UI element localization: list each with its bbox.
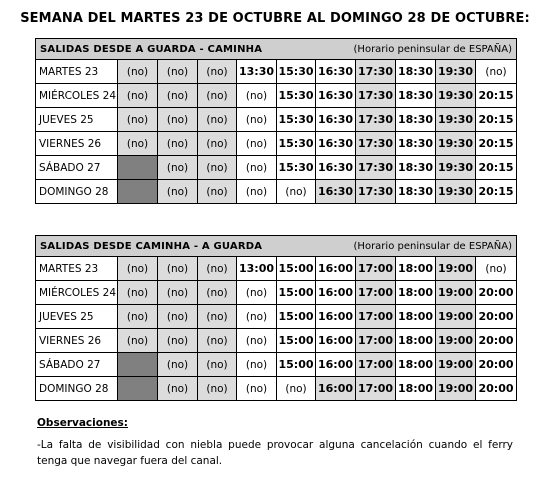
time-cell: (no) [198,156,237,180]
time-cell: 20:00 [476,305,517,329]
time-cell: 20:15 [476,180,517,204]
time-cell: 20:00 [476,329,517,353]
time-cell: 16:30 [316,132,356,156]
time-cell: 13:00 [237,257,277,281]
time-cell: (no) [198,329,237,353]
time-cell: 17:00 [356,281,396,305]
time-cell: (no) [158,180,198,204]
time-cell: 20:15 [476,84,517,108]
time-cell: (no) [237,108,277,132]
time-cell: (no) [237,180,277,204]
day-cell: VIERNES 26 [36,132,118,156]
day-cell: MIÉRCOLES 24 [36,84,118,108]
time-cell: 16:00 [316,281,356,305]
time-cell: (no) [158,156,198,180]
time-cell: (no) [118,305,158,329]
time-cell: (no) [237,84,277,108]
time-cell: (no) [158,257,198,281]
time-cell: 17:30 [356,156,396,180]
time-cell: 16:30 [316,60,356,84]
time-cell: 17:30 [356,108,396,132]
time-cell: (no) [118,257,158,281]
time-cell: 19:00 [436,353,476,377]
table-row [36,377,517,401]
table-heading [36,39,517,60]
time-cell: 18:30 [396,132,436,156]
time-cell: 18:00 [396,281,436,305]
table-row [36,329,517,353]
time-cell: 17:30 [356,60,396,84]
unavailable-cell [118,353,158,377]
table-row [36,108,517,132]
time-cell: 18:30 [396,156,436,180]
time-cell: 15:30 [277,84,316,108]
time-cell: (no) [198,60,237,84]
table-row [36,281,517,305]
route-title: SALIDAS DESDE CAMINHA - A GUARDA [40,240,263,252]
table-row [36,353,517,377]
timezone-note: (Horario peninsular de ESPAÑA) [353,43,512,55]
time-cell: 19:30 [436,60,476,84]
time-cell: (no) [237,281,277,305]
time-cell: (no) [118,329,158,353]
time-cell: 16:30 [316,84,356,108]
time-cell: 15:30 [277,132,316,156]
schedule-table-caminha-guarda [35,235,517,401]
observations-text: -La falta de visibilidad con niebla puede provocar alguna cancelación cuando el ferry tenga que navegar fuera del canal. [37,439,513,467]
time-cell: (no) [158,84,198,108]
time-cell: (no) [198,132,237,156]
time-cell: 16:00 [316,377,356,401]
day-cell: SÁBADO 27 [36,156,118,180]
time-cell: 16:30 [316,156,356,180]
time-cell: 15:30 [277,60,316,84]
time-cell: (no) [237,329,277,353]
day-cell: DOMINGO 28 [36,377,118,401]
time-cell: 20:00 [476,281,517,305]
time-cell: (no) [158,305,198,329]
time-cell: 18:30 [396,108,436,132]
time-cell: (no) [158,132,198,156]
time-cell: (no) [476,60,517,84]
day-cell: MARTES 23 [36,257,118,281]
day-cell: MIÉRCOLES 24 [36,281,118,305]
time-cell: (no) [118,132,158,156]
table-row [36,180,517,204]
time-cell: 17:30 [356,84,396,108]
day-cell: JUEVES 25 [36,108,118,132]
time-cell: (no) [198,377,237,401]
time-cell: 16:30 [316,180,356,204]
time-cell: 18:30 [396,60,436,84]
table-heading [36,236,517,257]
time-cell: (no) [118,108,158,132]
table-row [36,156,517,180]
time-cell: 18:00 [396,305,436,329]
table-row [36,257,517,281]
time-cell: 16:30 [316,108,356,132]
time-cell: 17:00 [356,257,396,281]
unavailable-cell [118,377,158,401]
time-cell: 15:30 [277,156,316,180]
time-cell: (no) [118,281,158,305]
table-header-row [36,39,517,60]
time-cell: 16:00 [316,353,356,377]
time-cell: 13:30 [237,60,277,84]
page-title: SEMANA DEL MARTES 23 DE OCTUBRE AL DOMINGO 28 DE OCTUBRE: [20,11,530,26]
time-cell: 19:00 [436,305,476,329]
time-cell: 15:00 [277,305,316,329]
time-cell: 20:15 [476,156,517,180]
time-cell: (no) [158,281,198,305]
time-cell: (no) [237,377,277,401]
unavailable-cell [118,180,158,204]
time-cell: (no) [277,180,316,204]
time-cell: (no) [198,281,237,305]
time-cell: (no) [237,132,277,156]
day-cell: DOMINGO 28 [36,180,118,204]
time-cell: 18:30 [396,180,436,204]
time-cell: 15:00 [277,281,316,305]
time-cell: 19:30 [436,180,476,204]
unavailable-cell [118,156,158,180]
time-cell: (no) [198,353,237,377]
time-cell: 19:30 [436,156,476,180]
time-cell: 20:15 [476,108,517,132]
time-cell: 18:00 [396,353,436,377]
day-cell: MARTES 23 [36,60,118,84]
time-cell: 19:30 [436,108,476,132]
route-title: SALIDAS DESDE A GUARDA - CAMINHA [40,43,263,55]
time-cell: 17:00 [356,377,396,401]
time-cell: 17:00 [356,305,396,329]
day-cell: SÁBADO 27 [36,353,118,377]
time-cell: (no) [198,257,237,281]
time-cell: (no) [158,108,198,132]
time-cell: (no) [198,305,237,329]
time-cell: (no) [118,60,158,84]
time-cell: (no) [277,377,316,401]
time-cell: 20:15 [476,132,517,156]
day-cell: JUEVES 25 [36,305,118,329]
time-cell: (no) [237,305,277,329]
time-cell: (no) [158,329,198,353]
time-cell: 19:30 [436,132,476,156]
time-cell: 19:00 [436,281,476,305]
time-cell: (no) [237,353,277,377]
schedule-table-guarda-caminha [35,38,517,204]
table-header-row [36,236,517,257]
time-cell: 16:00 [316,257,356,281]
time-cell: 18:30 [396,84,436,108]
time-cell: 18:00 [396,329,436,353]
timezone-note: (Horario peninsular de ESPAÑA) [353,240,512,252]
time-cell: 15:00 [277,257,316,281]
time-cell: 15:00 [277,353,316,377]
table-row [36,305,517,329]
time-cell: 15:00 [277,329,316,353]
table-row [36,60,517,84]
time-cell: (no) [198,84,237,108]
time-cell: 15:30 [277,108,316,132]
time-cell: 17:30 [356,180,396,204]
table-row [36,132,517,156]
time-cell: (no) [237,156,277,180]
time-cell: 19:00 [436,257,476,281]
time-cell: 17:30 [356,132,396,156]
time-cell: (no) [158,353,198,377]
time-cell: (no) [198,180,237,204]
time-cell: (no) [198,108,237,132]
time-cell: 18:00 [396,257,436,281]
time-cell: (no) [158,377,198,401]
time-cell: 19:00 [436,377,476,401]
time-cell: 17:00 [356,329,396,353]
time-cell: 19:00 [436,329,476,353]
time-cell: (no) [118,84,158,108]
time-cell: 16:00 [316,329,356,353]
time-cell: (no) [158,60,198,84]
time-cell: (no) [476,257,517,281]
time-cell: 17:00 [356,353,396,377]
time-cell: 20:00 [476,353,517,377]
observations-title: Observaciones: [37,417,129,429]
day-cell: VIERNES 26 [36,329,118,353]
time-cell: 20:00 [476,377,517,401]
table-row [36,84,517,108]
time-cell: 18:00 [396,377,436,401]
time-cell: 16:00 [316,305,356,329]
time-cell: 19:30 [436,84,476,108]
